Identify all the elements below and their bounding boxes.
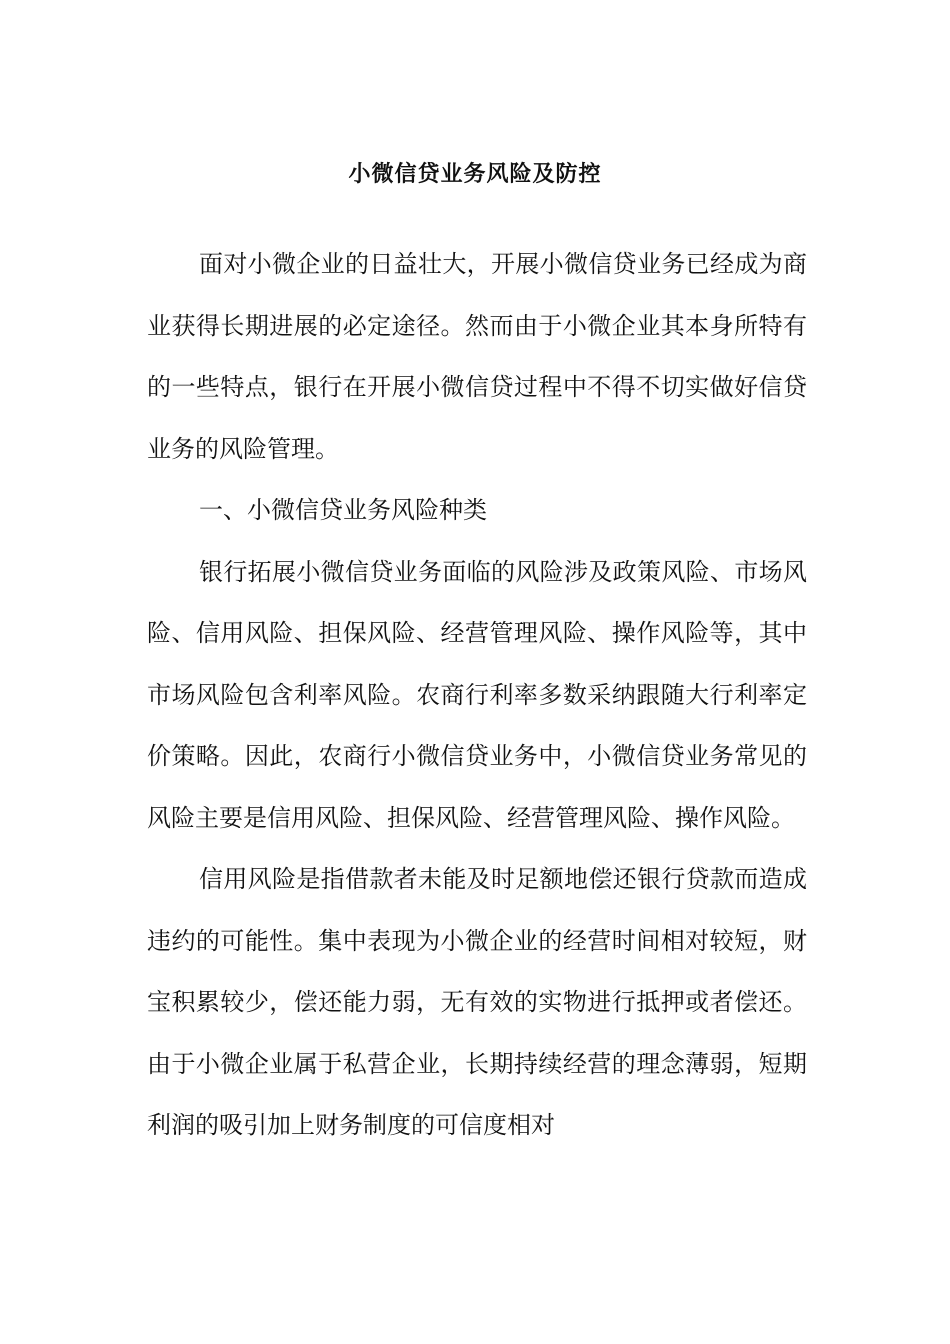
document-body bbox=[147, 234, 807, 1157]
paragraph-credit-risk: 信用风险是指借款者未能及时足额地偿还银行贷款而造成违约的可能性。集中表现为小微企业的经营时间相对较短，财宝积累较少，偿还能力弱，无有效的实物进行抵押或者偿还。由于小微企业属于私营企业，长期持续经营的理念薄弱，短期利润的吸引加上财务制度的可信度相对 bbox=[147, 865, 807, 1139]
document-title: 小微信贷业务风险及防控 bbox=[348, 161, 602, 187]
paragraph-intro: 面对小微企业的日益壮大，开展小微信贷业务已经成为商业获得长期进展的必定途径。然而由于小微企业其本身所特有的一些特点，银行在开展小微信贷过程中不得不切实做好信贷业务的风险管理。 bbox=[147, 250, 807, 463]
section-heading-risk-types: 一、小微信贷业务风险种类 bbox=[199, 496, 487, 524]
paragraph-risk-overview: 银行拓展小微信贷业务面临的风险涉及政策风险、市场风险、信用风险、担保风险、经营管理风险、操作风险等，其中市场风险包含利率风险。农商行利率多数采纳跟随大行利率定价策略。因此，农商行小微信贷业务中，小微信贷业务常见的风险主要是信用风险、担保风险、经营管理风险、操作风险。 bbox=[147, 557, 807, 832]
